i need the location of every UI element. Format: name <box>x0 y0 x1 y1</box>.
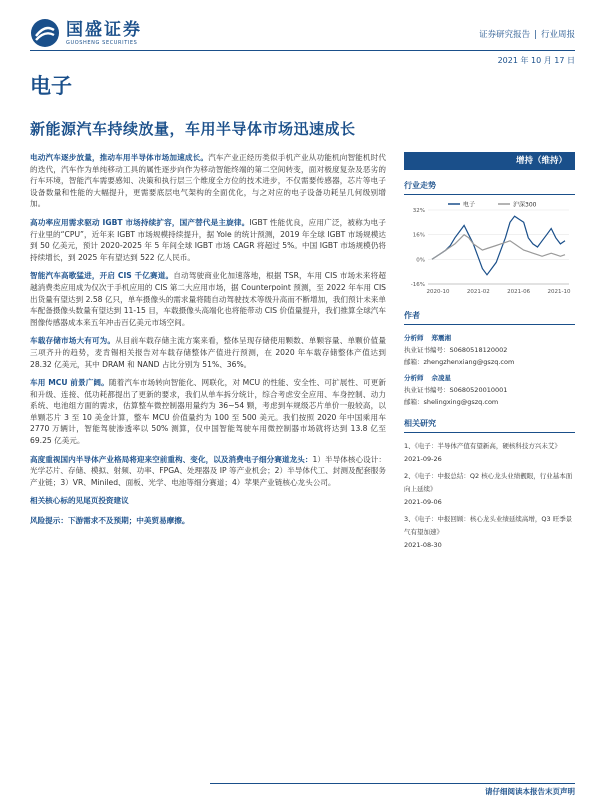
report-date: 2021 年 10 月 17 日 <box>497 56 575 65</box>
y-tick-label: 16% <box>412 232 425 239</box>
paragraph-outlook <box>30 454 386 489</box>
report-header <box>30 18 575 65</box>
header-divider <box>30 50 575 51</box>
related-section-title: 相关研究 <box>404 418 575 433</box>
footer-divider <box>210 783 575 784</box>
company-logo <box>30 18 142 48</box>
report-type: 证券研究报告 | 行业周报 <box>479 30 575 40</box>
trend-chart <box>404 198 575 300</box>
analyst-role: 分析师 <box>404 374 424 382</box>
related-research-date: 2021-09-06 <box>404 498 442 506</box>
paragraph-body: 1）半导体核心设计：光学芯片、存储、模拟、射频、功率、FPGA、处理器及 IP 等产业机会；2）半导体代工、封测及配套服务产业链；3）VR、Miniled、面板、光学、电池等细分赛道；4）苹果产业链核心龙头公司。 <box>30 454 386 487</box>
sidebar <box>404 152 575 556</box>
author-section-title: 作者 <box>404 310 575 325</box>
analyst-license: 执业证书编号：S0680520010001 <box>404 386 508 394</box>
analyst-name: 佘凌星 <box>431 374 451 382</box>
related-research-date: 2021-09-26 <box>404 455 442 463</box>
logo-cn: 国盛证券 <box>66 20 142 40</box>
paragraph-lead: 高功率应用需求驱动 IGBT 市场持续扩容，国产替代是主旋律。 <box>30 217 250 227</box>
sector-title: 电子 <box>30 74 72 98</box>
paragraph-lead: 电动汽车逐步放量，推动车用半导体市场加速成长。 <box>30 153 209 162</box>
analyst-license: 执业证书编号：S0680518120002 <box>404 346 508 354</box>
related-research-text[interactable]: 1、《电子：半导体产值有望新高，硬核科技方兴未艾》 <box>404 442 561 450</box>
paragraph-lead: 车载存储市场大有可为。 <box>30 336 116 346</box>
related-research-text[interactable]: 2、《电子：中报总结：Q2 核心龙头业绩靓眼，行业基本面向上延续》 <box>404 472 573 493</box>
y-tick-label: 0% <box>416 257 425 264</box>
analyst-email[interactable]: 邮箱：shelingxing@gszq.com <box>404 398 499 406</box>
related-research-date: 2021-08-30 <box>404 541 442 549</box>
main-content <box>30 152 386 526</box>
rating-badge: 增持（维持） <box>404 152 575 170</box>
report-type-1: 证券研究报告 <box>479 30 531 40</box>
y-tick-label: -16% <box>410 282 425 288</box>
related-research-item[interactable] <box>404 440 575 466</box>
related-targets-link[interactable]: 相关核心标的见尾页投资建议 <box>30 496 129 506</box>
x-tick-label: 2021-10 <box>547 289 571 295</box>
paragraph-body: 自动驾驶商业化加速落地，根据 TSR，车用 CIS 市场未来将超越消费类应用成为仅次于手机应用的 CIS 第二大应用市场，据 Counterpoint 预测，至 2022 年车用 CIS 出货量有望达到 2.58 亿只，单车摄像头的需求量将随自动驾驶技术等级升高而不断增加，我们预计未来单车配备摄像头数量有望达到 11-15 目，车载摄像头高端化也将能带动 CIS 价值量提升，我们推算全球汽车图像传感器成本来五年冲击百亿美元市场空间。 <box>30 271 386 327</box>
paragraph-igbt <box>30 217 386 263</box>
paragraph-lead: 车用 MCU 前景广阔。 <box>30 378 109 388</box>
report-title: 新能源汽车持续放量，车用半导体市场迅速成长 <box>30 120 356 138</box>
analyst-item <box>404 332 575 344</box>
analyst-role: 分析师 <box>404 334 424 342</box>
related-research-item[interactable] <box>404 513 575 552</box>
paragraph-mcu <box>30 377 386 447</box>
analyst-list <box>404 332 575 408</box>
paragraph-lead: 高度重视国内半导体产业格局将迎来空前重构、变化，以及消费电子细分赛道龙头： <box>30 454 313 464</box>
legend-label: 沪深300 <box>513 201 537 209</box>
paragraph-lead: 智能汽车高歌猛进，开启 CIS 千亿赛道。 <box>30 271 174 281</box>
analyst-item <box>404 372 575 384</box>
paragraph-cis <box>30 270 386 328</box>
paragraph-body: 汽车产业正经历类似手机产业从功能机向智能机时代的迭代，汽车作为单纯移动工具的属性逐步向作为移动智能终端的第二空间转变，面对极度复杂及恶劣的行车环境，智能汽车需要感知、决策和执行层三个维度全方位的技术进步，不仅需要传感器，芯片等电子设备数量和性能的大幅提升，更需要底层电气架构的全面优化，与之对应的电子设备功耗呈几何级别增加。 <box>30 153 387 209</box>
legend-label: 电子 <box>463 201 476 209</box>
paragraph-body: 从目前车载存储主流方案来看，整体呈现存储使用颗数、单颗容量、单颗价值量三项齐升的趋势，麦肯锡相关报告对车载存储整体产值进行预测，在 2020 年车载存储整体产值达到 28.32 亿美元，其中 DRAM 和 NAND 占比分别为 51%、36%。 <box>30 336 387 369</box>
y-tick-label: 32% <box>412 208 425 214</box>
x-tick-label: 2020-10 <box>426 289 450 295</box>
analyst-name: 郑震湘 <box>431 334 451 342</box>
related-research-text[interactable]: 3、《电子：中报回顾：核心龙头业绩延续高增，Q3 旺季景气有望加速》 <box>404 515 573 536</box>
related-research-item[interactable] <box>404 470 575 509</box>
risk-warning: 风险提示：下游需求不及预期；中美贸易摩擦。 <box>30 516 190 526</box>
footer-note: 请仔细阅读本报告末页声明 <box>485 787 575 796</box>
report-type-2: 行业周报 <box>540 30 575 40</box>
paragraph-storage <box>30 335 386 370</box>
paragraph-body: IGBT 性能优良，应用广泛，被称为电子行业里的“CPU”，近年来 IGBT 市场规模持续提升，据 Yole 的统计预测，2019 年全球 IGBT 市场规模达到 50 亿美元，预计 2020-2025 年 5 年间全球 IGBT 市场 CAGR 将超过 5%。中国 IGBT 市场规模仍将持续增长，到 2025 年有望达到 522 亿人民币。 <box>30 217 387 262</box>
logo-en: GUOSHENG SECURITIES <box>66 40 138 46</box>
x-tick-label: 2021-02 <box>466 289 490 295</box>
trend-chart-svg <box>404 198 575 300</box>
logo-mark-icon <box>30 18 60 48</box>
related-research-list <box>404 440 575 552</box>
trend-section-title: 行业走势 <box>404 180 575 195</box>
x-tick-label: 2021-06 <box>507 289 531 295</box>
paragraph-ev <box>30 152 386 210</box>
paragraph-body: 随着汽车市场转向智能化、网联化，对 MCU 的性能、安全性、可扩展性、可更新和升级、连接、低功耗都提出了更新的要求，我们从单车拆分统计，综合考虑安全应用、车身控制、动力系统、电池组方面的需求，估算整车微控制器用量约为 36~54 颗，考虑到车规级芯片单价一般较高，以单颗芯片 3 至 10 美金计算，整车 MCU 价值量约为 100 至 500 美元。我们按照 2020 年中国乘用车 2770 万辆计，智能驾驶渗透率以 50% 测算，仅中国智能驾驶车用微控制器市场就将达到 13.8 亿至 69.25 亿美元。 <box>30 378 386 446</box>
analyst-email[interactable]: 邮箱：zhengzhenxiang@gszq.com <box>404 358 515 366</box>
